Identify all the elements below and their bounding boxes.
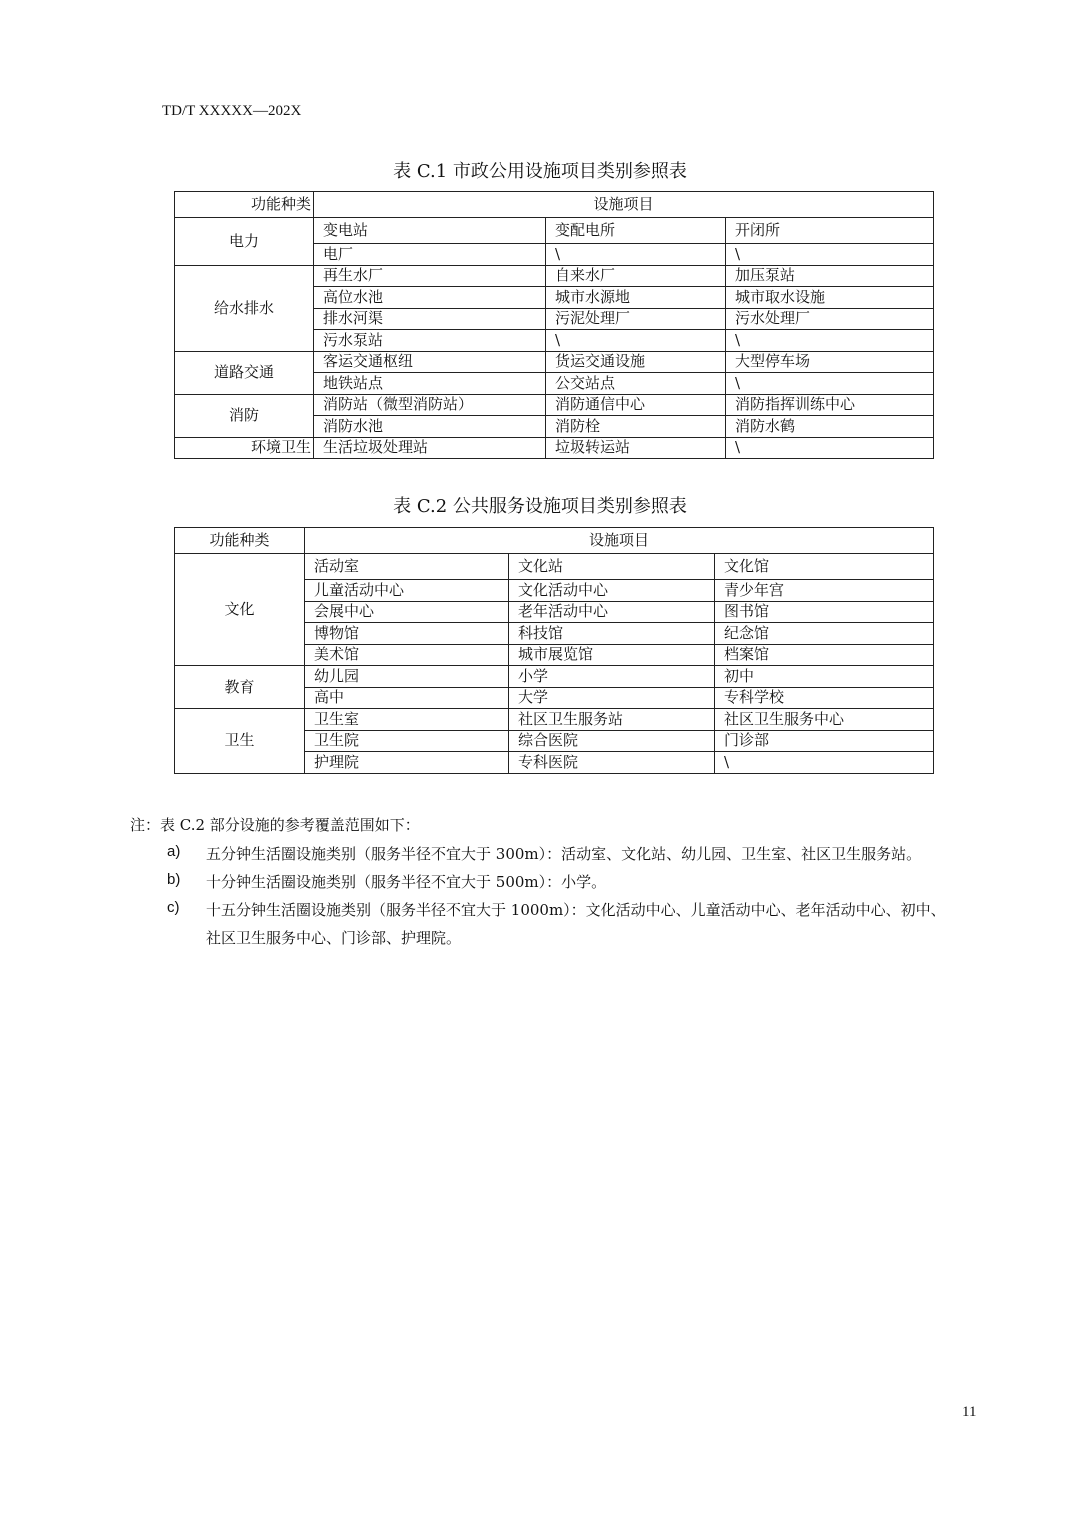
table-cell: 幼儿园	[305, 666, 509, 688]
table-cell: 会展中心	[305, 601, 509, 623]
table-cell: 消防站（微型消防站）	[314, 394, 546, 416]
note-intro: 注：表 C.2 部分设施的参考覆盖范围如下：	[130, 816, 420, 834]
column-header-kind: 功能种类	[175, 192, 314, 218]
table-cell: 社区卫生服务中心	[715, 709, 934, 731]
kind-cell: 消防	[175, 394, 314, 437]
table-cell: 初中	[715, 666, 934, 688]
table-cell: 专科医院	[509, 752, 715, 774]
table1-caption: 表 C.1 市政公用设施项目类别参照表	[393, 161, 687, 182]
table-cell: 青少年宫	[715, 580, 934, 602]
table-cell: 变电站	[314, 218, 546, 244]
table-cell: 专科学校	[715, 687, 934, 709]
table-cell: 纪念馆	[715, 623, 934, 645]
table-cell: 小学	[509, 666, 715, 688]
table-cell: 文化站	[509, 554, 715, 580]
table-cell: 再生水厂	[314, 265, 546, 287]
table-cell: 卫生院	[305, 730, 509, 752]
table-cell: \	[715, 752, 934, 774]
table-cell: 文化活动中心	[509, 580, 715, 602]
table-cell: 垃圾转运站	[546, 437, 726, 459]
table-cell: 博物馆	[305, 623, 509, 645]
table-cell: 公交站点	[546, 373, 726, 395]
note-item-label: c)	[167, 899, 180, 916]
table2-caption: 表 C.2 公共服务设施项目类别参照表	[393, 496, 687, 517]
table-public-service-facilities	[174, 527, 934, 774]
table-cell: 高位水池	[314, 287, 546, 309]
page-number: 11	[962, 1404, 977, 1420]
kind-cell: 教育	[175, 666, 305, 709]
table-municipal-facilities	[174, 191, 934, 459]
table-cell: 社区卫生服务站	[509, 709, 715, 731]
table-cell: 地铁站点	[314, 373, 546, 395]
table-cell: \	[546, 244, 726, 266]
table-cell: 大学	[509, 687, 715, 709]
table-cell: 生活垃圾处理站	[314, 437, 546, 459]
note-item-text: 社区卫生服务中心、门诊部、护理院。	[206, 929, 462, 947]
table-cell: 客运交通枢纽	[314, 351, 546, 373]
table-cell: 档案馆	[715, 644, 934, 666]
column-header-kind: 功能种类	[175, 528, 305, 554]
table-cell: 污泥处理厂	[546, 308, 726, 330]
kind-cell: 卫生	[175, 709, 305, 774]
table-cell: 高中	[305, 687, 509, 709]
table-cell: 开闭所	[726, 218, 934, 244]
column-header-items: 设施项目	[314, 192, 934, 218]
kind-cell: 环境卫生	[175, 437, 314, 459]
table-cell: 活动室	[305, 554, 509, 580]
note-item-text: 十五分钟生活圈设施类别（服务半径不宜大于 1000m）：文化活动中心、儿童活动中心、老年活动中心、初中、	[206, 901, 946, 919]
kind-cell: 文化	[175, 554, 305, 666]
table-cell: 货运交通设施	[546, 351, 726, 373]
note-item-text: 十分钟生活圈设施类别（服务半径不宜大于 500m）：小学。	[206, 873, 607, 891]
table-cell: 加压泵站	[726, 265, 934, 287]
table-cell: \	[726, 373, 934, 395]
table-cell: 城市水源地	[546, 287, 726, 309]
table-cell: 消防水鹤	[726, 416, 934, 438]
table-cell: 消防水池	[314, 416, 546, 438]
table-cell: \	[726, 330, 934, 352]
table-cell: 电厂	[314, 244, 546, 266]
table-cell: 老年活动中心	[509, 601, 715, 623]
table-cell: 科技馆	[509, 623, 715, 645]
table-cell: 城市展览馆	[509, 644, 715, 666]
table-cell: 污水处理厂	[726, 308, 934, 330]
table-cell: 卫生室	[305, 709, 509, 731]
note-item-label: b)	[167, 871, 181, 888]
table-cell: 大型停车场	[726, 351, 934, 373]
table-cell: 自来水厂	[546, 265, 726, 287]
table-cell: 污水泵站	[314, 330, 546, 352]
note-item-text: 五分钟生活圈设施类别（服务半径不宜大于 300m）：活动室、文化站、幼儿园、卫生室、社区卫生服务站。	[206, 845, 922, 863]
table-cell: \	[726, 437, 934, 459]
table-cell: 消防通信中心	[546, 394, 726, 416]
table-cell: 消防指挥训练中心	[726, 394, 934, 416]
table-cell: 门诊部	[715, 730, 934, 752]
table-cell: \	[546, 330, 726, 352]
table-cell: 变配电所	[546, 218, 726, 244]
table-cell: 城市取水设施	[726, 287, 934, 309]
table-cell: 消防栓	[546, 416, 726, 438]
note-item-label: a)	[167, 843, 181, 860]
table-cell: 综合医院	[509, 730, 715, 752]
table-cell: 排水河渠	[314, 308, 546, 330]
column-header-items: 设施项目	[305, 528, 934, 554]
table-cell: 文化馆	[715, 554, 934, 580]
table-cell: 图书馆	[715, 601, 934, 623]
table-cell: \	[726, 244, 934, 266]
document-code: TD/T XXXXX—202X	[162, 103, 302, 119]
kind-cell: 道路交通	[175, 351, 314, 394]
kind-cell: 电力	[175, 218, 314, 266]
table-cell: 护理院	[305, 752, 509, 774]
table-cell: 儿童活动中心	[305, 580, 509, 602]
kind-cell: 给水排水	[175, 265, 314, 351]
table-cell: 美术馆	[305, 644, 509, 666]
